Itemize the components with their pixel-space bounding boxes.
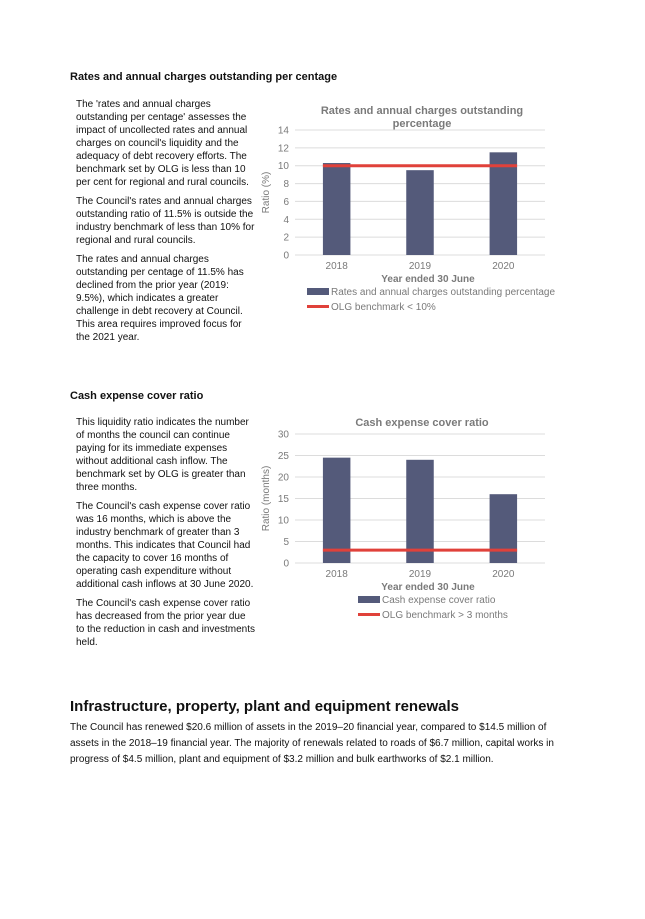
y-tick-label: 5 (283, 537, 289, 548)
legend-swatch-bar (358, 596, 380, 603)
y-tick-label: 4 (283, 214, 289, 226)
cash-paragraph: This liquidity ratio indicates the number of months the council can continue paying for its immediate expenses without additional cash inflow. The benchmark set by OLG is greater than three months. (76, 417, 249, 493)
y-tick-label: 0 (283, 558, 289, 570)
rates-section-heading: Rates and annual charges outstanding per centage (70, 71, 338, 83)
renewals-body: The Council has renewed $20.6 million of assets in the 2019–20 financial year, compared to $14.5 million of assets in the 2018–19 financial year. The majority of renewals related to roads of $6.7 million, capital works in progress of $4.5 million, plant and equipment of $3.2 million and bulk earthworks of $2.1 million. (70, 722, 554, 765)
rates-paragraph: The rates and annual charges outstanding per centage of 11.5% has declined from the prior year (2019: 9.5%), which indicates a greater challenge in debt recovery at Council. This area requires improved focus for the 2021 year. (76, 254, 244, 343)
cash-section-heading: Cash expense cover ratio (70, 390, 204, 402)
rates-text-column (76, 98, 256, 350)
legend-label: OLG benchmark < 10% (331, 302, 436, 313)
bar-2020 (490, 494, 518, 563)
rates-paragraph: The Council's rates and annual charges outstanding ratio of 11.5% is outside the industry benchmark of less than 10% for regional and rural councils. (76, 196, 255, 246)
y-axis-label: Ratio (%) (261, 171, 272, 214)
x-tick-label: 2019 (408, 261, 432, 272)
renewals-heading: Infrastructure, property, plant and equipment renewals (70, 698, 459, 715)
cash-text-column (76, 416, 256, 655)
y-tick-label: 30 (277, 429, 289, 441)
y-tick-label: 15 (277, 494, 289, 505)
y-tick-label: 6 (283, 196, 289, 208)
legend-label: OLG benchmark > 3 months (382, 610, 508, 621)
y-tick-label: 0 (283, 250, 289, 262)
x-axis-label: Year ended 30 June (381, 274, 475, 285)
x-axis-label: Year ended 30 June (381, 582, 475, 593)
cash-paragraph: The Council's cash expense cover ratio was 16 months, which is above the industry benchmark of greater than 3 months. This indicates that Council had the capacity to cover 16 months of operating cash expenditure without additional cash inflows at 30 June 2020. (76, 501, 254, 590)
chart-title: Cash expense cover ratio (355, 417, 489, 429)
bar-2018 (323, 458, 351, 563)
bar-2020 (490, 152, 518, 255)
y-axis-label: Ratio (months) (261, 465, 272, 532)
chart-title: percentage (392, 118, 452, 130)
bar-2019 (406, 170, 434, 255)
x-tick-label: 2020 (492, 569, 515, 580)
y-tick-label: 8 (283, 179, 289, 191)
y-tick-label: 20 (277, 472, 289, 484)
x-tick-label: 2018 (325, 569, 348, 580)
bar-2019 (406, 460, 434, 563)
x-tick-label: 2020 (492, 261, 515, 272)
y-tick-label: 10 (277, 161, 289, 173)
chart-title: Rates and annual charges outstanding (320, 105, 524, 117)
x-tick-label: 2019 (408, 569, 432, 580)
y-tick-label: 25 (277, 451, 289, 462)
bar-2018 (323, 163, 351, 255)
cash-chart (255, 412, 555, 634)
cash-paragraph: The Council's cash expense cover ratio has decreased from the prior year due to the reduction in cash and investments held. (76, 598, 255, 648)
rates-paragraph: The 'rates and annual charges outstanding per centage' assesses the impact of uncollected rates and annual charges on council's liquidity and the adequacy of debt recovery efforts. The benchmark set by OLG is less than 10 per cent for regional and rural councils. (76, 99, 249, 188)
y-tick-label: 14 (277, 125, 289, 137)
x-tick-label: 2018 (325, 261, 348, 272)
rates-chart (255, 100, 555, 325)
legend-label: Cash expense cover ratio (382, 595, 496, 606)
legend-swatch-bar (307, 288, 329, 295)
y-tick-label: 12 (277, 143, 289, 155)
legend-label: Rates and annual charges outstanding percentage (331, 287, 555, 298)
y-tick-label: 2 (283, 232, 289, 244)
y-tick-label: 10 (277, 515, 289, 527)
